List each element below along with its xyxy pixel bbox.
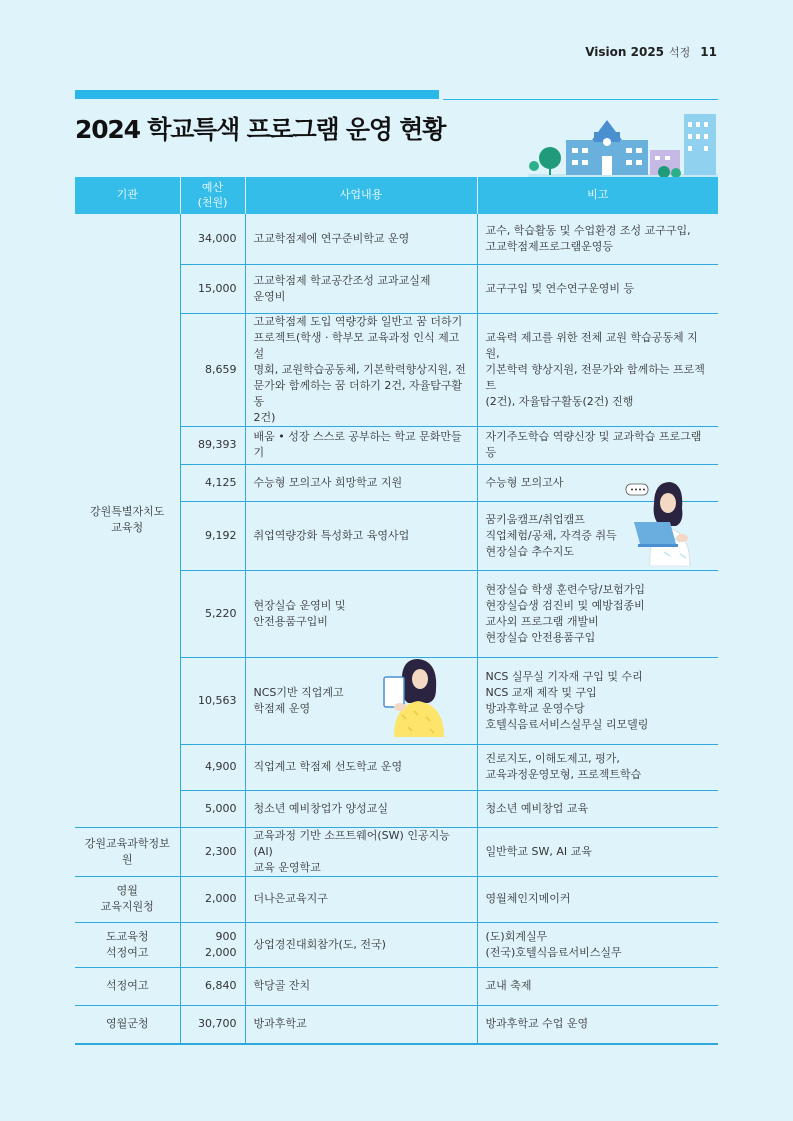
col-header-budget-line2: (천원) (197, 195, 228, 209)
note-cell: 일반학교 SW, AI 교육 (477, 827, 718, 876)
budget-cell: 2,300 (180, 827, 245, 876)
budget-cell: 4,900 (180, 744, 245, 790)
budget-cell: 30,700 (180, 1005, 245, 1044)
woman-with-laptop-illustration (624, 478, 702, 566)
content-cell: NCS기반 직업계고 학점제 운영 (245, 657, 477, 744)
program-table (75, 177, 718, 1045)
col-header-budget (180, 177, 245, 214)
content-cell: 고교학점제 학교공간조성 교과교실제 운영비 (245, 264, 477, 313)
org-cell: 영월 교육지원청 (75, 876, 180, 922)
note-cell: 교내 축제 (477, 967, 718, 1005)
page-number: 11 (700, 45, 717, 59)
budget-cell: 4,125 (180, 464, 245, 501)
note-cell: 현장실습 학생 훈련수당/보험가입 현장실습생 검진비 및 예방접종비 교사외 프로그램 개발비 현장실습 안전용품구입 (477, 570, 718, 657)
table-row (75, 827, 718, 876)
note-cell: 교수, 학습활동 및 수업환경 조성 교구구입, 고교학점제프로그램운영등 (477, 214, 718, 264)
note-cell: 진로지도, 이해도제고, 평가, 교육과정운영모형, 프로젝트학습 (477, 744, 718, 790)
content-cell: 배움 • 성장 스스로 공부하는 학교 문화만들기 (245, 426, 477, 464)
note-cell: 청소년 예비창업 교육 (477, 790, 718, 827)
header-sub: 석정 (669, 46, 691, 59)
col-header-budget-line1: 예산 (201, 181, 224, 195)
col-header-note: 비고 (477, 177, 718, 214)
budget-cell: 5,220 (180, 570, 245, 657)
header-brand: Vision 2025 (585, 45, 665, 59)
budget-cell: 34,000 (180, 214, 245, 264)
content-cell: 교육과정 기반 소프트웨어(SW) 인공지능(AI) 교육 운영학교 (245, 827, 477, 876)
title-accent-bar (75, 90, 439, 99)
table-row (75, 876, 718, 922)
org-cell: 석정여고 (75, 967, 180, 1005)
content-cell: 더나은교육지구 (245, 876, 477, 922)
note-cell: 교구구입 및 연수연구운영비 등 (477, 264, 718, 313)
content-cell: 고교학점제에 연구준비학교 운영 (245, 214, 477, 264)
note-cell: NCS 실무실 기자재 구입 및 수리 NCS 교재 제작 및 구입 방과후학교 운영수당 호텔식음료서비스실무실 리모델링 (477, 657, 718, 744)
content-cell: 상업경진대회참가(도, 전국) (245, 922, 477, 967)
budget-cell: 89,393 (180, 426, 245, 464)
org-cell: 영월군청 (75, 1005, 180, 1044)
budget-cell: 9,192 (180, 501, 245, 570)
budget-cell: 15,000 (180, 264, 245, 313)
budget-cell: 8,659 (180, 313, 245, 426)
org-cell-gangwon-education-office: 강원특별자치도 교육청 (75, 214, 180, 827)
table-row (75, 922, 718, 967)
content-cell: 직업계고 학점제 선도학교 운영 (245, 744, 477, 790)
note-cell: 영월체인지메이커 (477, 876, 718, 922)
note-cell: 자기주도학습 역량신장 및 교과학습 프로그램 등 (477, 426, 718, 464)
org-cell: 도교육청 석정여고 (75, 922, 180, 967)
content-cell: 방과후학교 (245, 1005, 477, 1044)
page-header (585, 44, 717, 60)
table-row (75, 1005, 718, 1044)
col-header-org: 기관 (75, 177, 180, 214)
note-cell: 수능형 모의고사 (477, 464, 718, 501)
note-cell: 꿈키움캠프/취업캠프 직업체험/공채, 자격증 취득 현장실습 추수지도 (477, 501, 718, 570)
school-building-illustration (528, 112, 718, 178)
content-cell: 학당골 잔치 (245, 967, 477, 1005)
budget-cell: 2,000 (180, 876, 245, 922)
table-row (75, 214, 718, 264)
table-header-row (75, 177, 718, 214)
budget-cell: 6,840 (180, 967, 245, 1005)
woman-with-tablet-illustration (380, 655, 452, 737)
note-cell: 교육력 제고를 위한 전체 교원 학습공동체 지원, 기본학력 향상지원, 전문가와 함께하는 프로젝트 (2건), 자율탐구활동(2건) 진행 (477, 313, 718, 426)
content-cell: 고교학점제 도입 역량강화 일반고 꿈 더하기 프로젝트(학생 · 학부모 교육과정 인식 제고 설 명회, 교원학습공동체, 기본학력향상지원, 전 문가와 함께하는 꿈 더하기 2건, 자율탐구활동 2건) (245, 313, 477, 426)
title-divider-line (443, 99, 718, 100)
budget-cell: 10,563 (180, 657, 245, 744)
col-header-content: 사업내용 (245, 177, 477, 214)
content-cell: 현장실습 운영비 및 안전용품구입비 (245, 570, 477, 657)
page-title: 2024 학교특색 프로그램 운영 현황 (75, 115, 446, 144)
budget-cell: 900 2,000 (180, 922, 245, 967)
budget-cell: 5,000 (180, 790, 245, 827)
content-cell: 수능형 모의고사 희망학교 지원 (245, 464, 477, 501)
note-cell: (도)회계실무 (전국)호텔식음료서비스실무 (477, 922, 718, 967)
note-cell: 방과후학교 수업 운영 (477, 1005, 718, 1044)
table-row (75, 967, 718, 1005)
content-cell: 취업역량강화 특성화고 육영사업 (245, 501, 477, 570)
org-cell: 강원교육과학정보원 (75, 827, 180, 876)
content-cell: 청소년 예비창업가 양성교실 (245, 790, 477, 827)
